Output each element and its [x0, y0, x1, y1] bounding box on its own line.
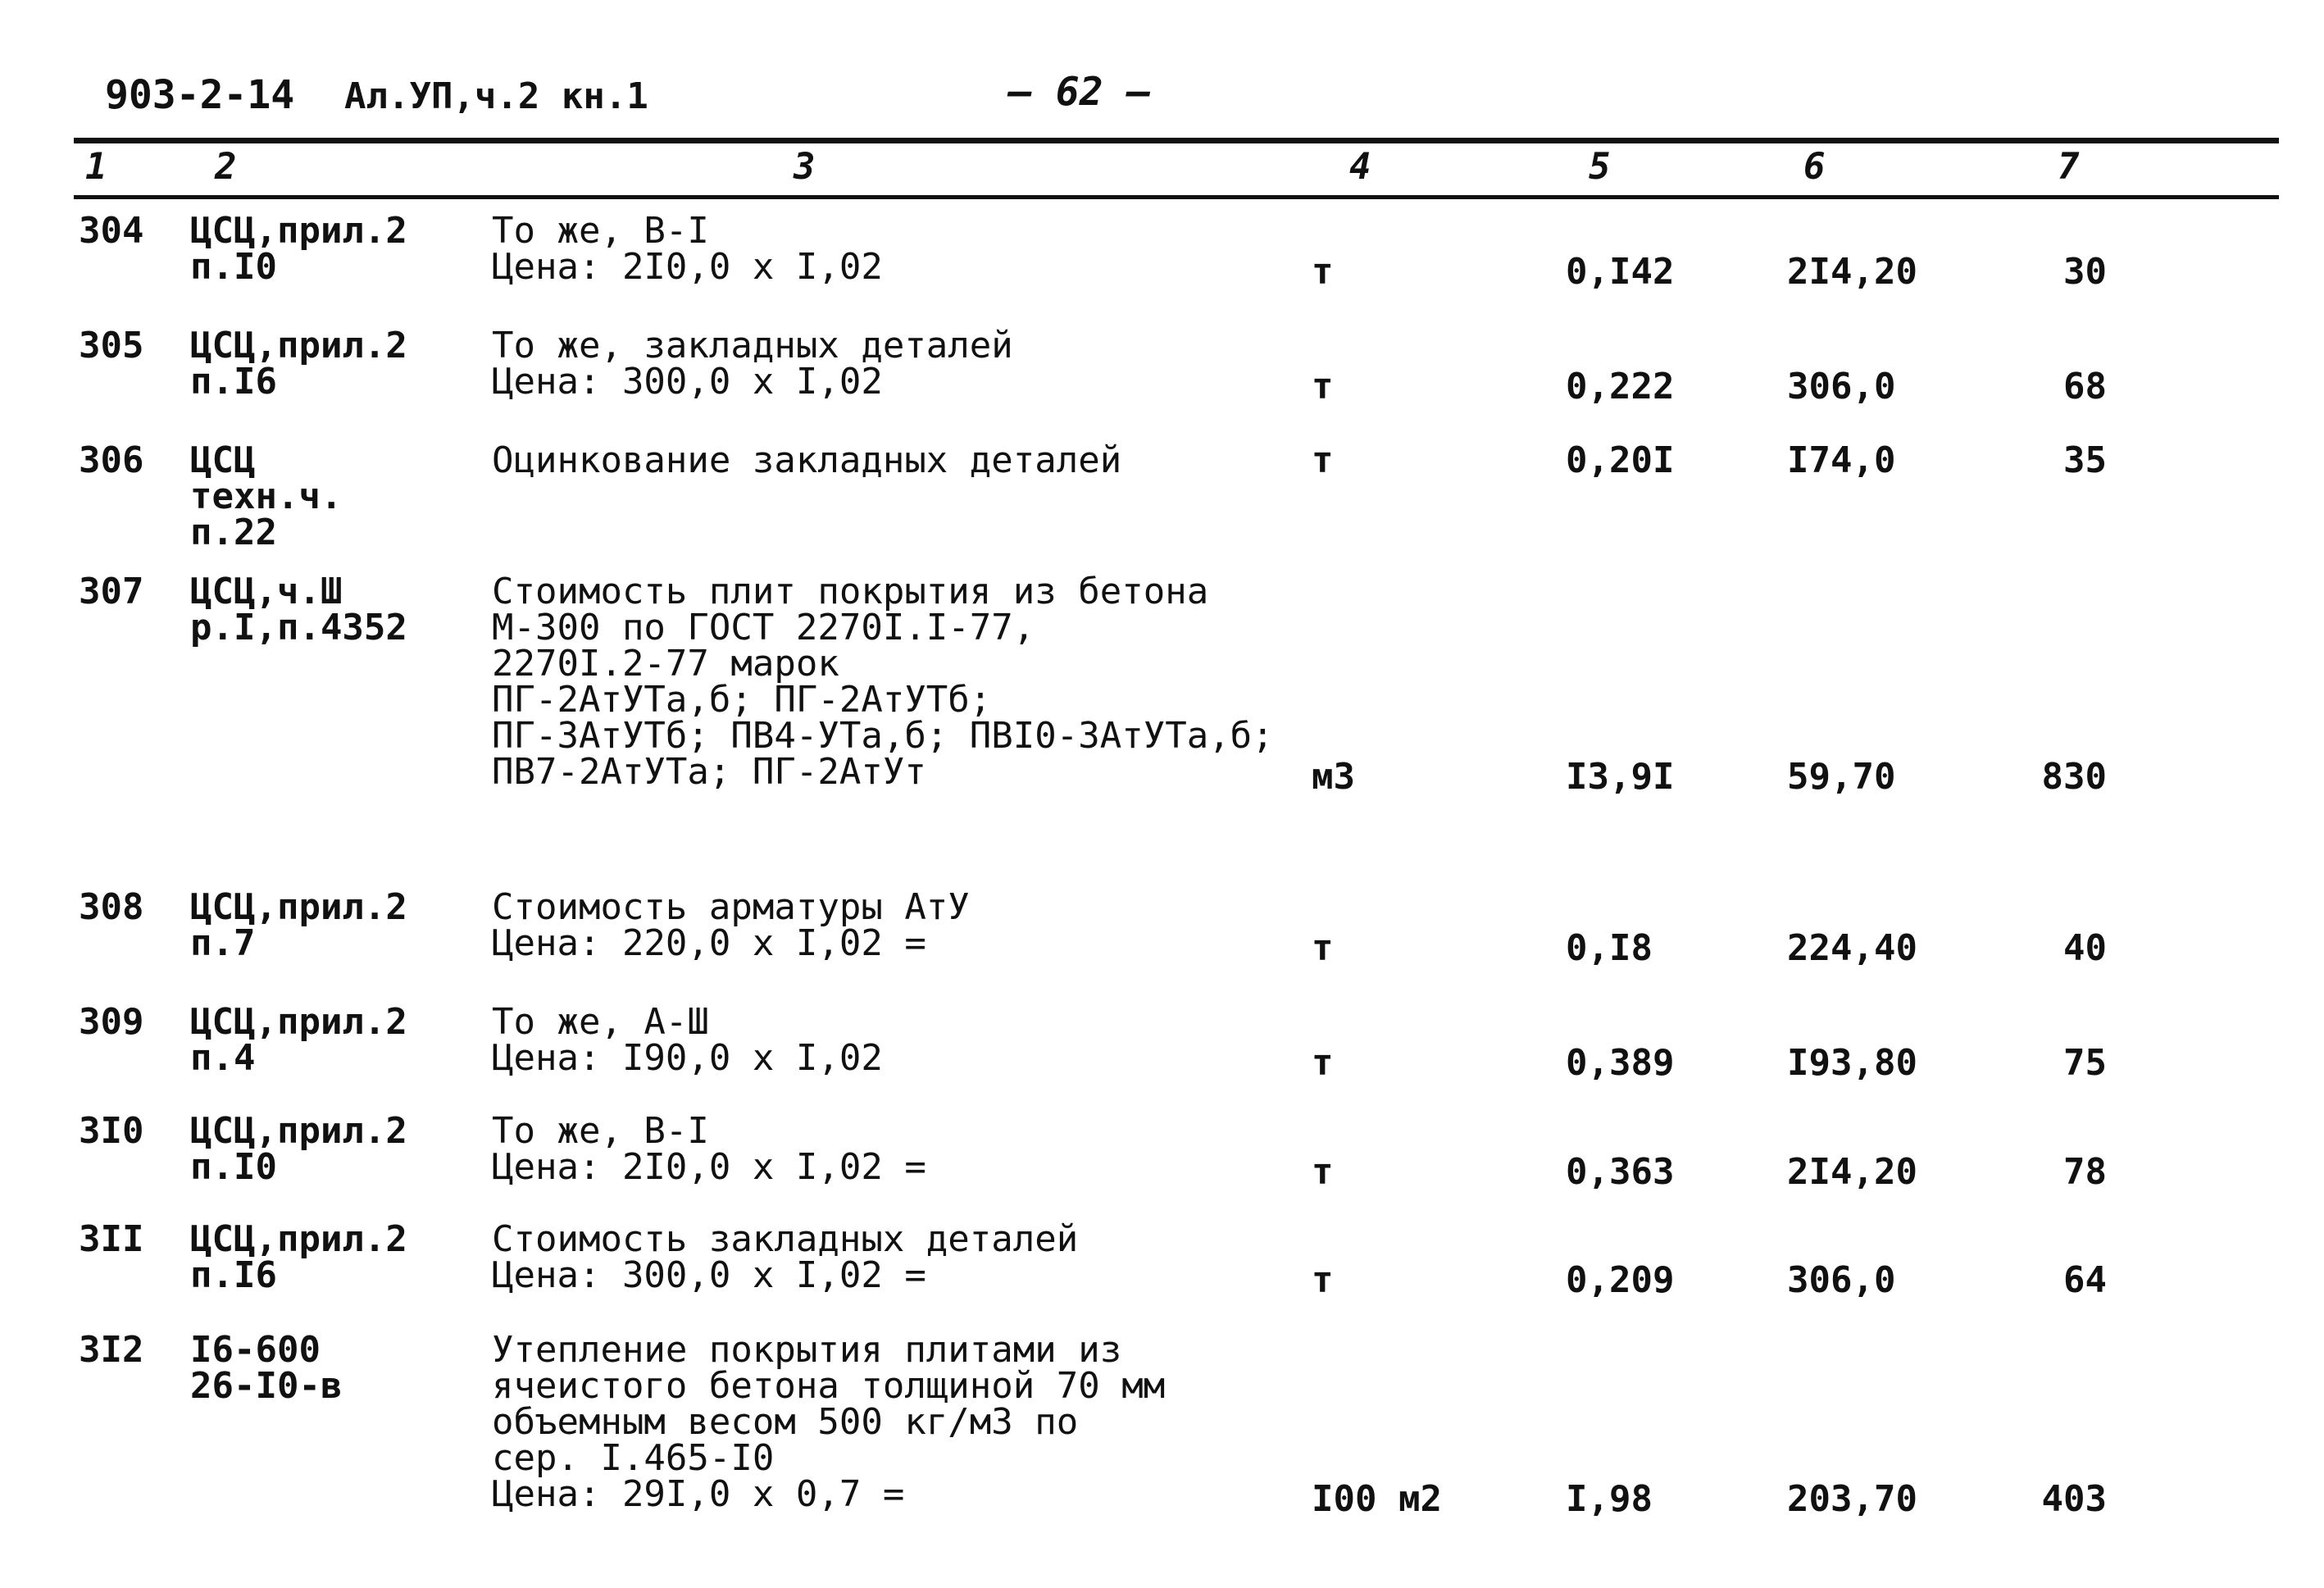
- unit-price: 224,40: [1787, 927, 1917, 969]
- unit-price: 203,70: [1787, 1478, 1917, 1520]
- work-description-line: объемным весом 500 кг/м3 по: [492, 1401, 1079, 1443]
- item-number: 3I0: [79, 1110, 144, 1152]
- quantity: 0,222: [1566, 366, 1675, 407]
- column-number-7: 7: [2058, 146, 2080, 188]
- work-description-line: Цена: 300,0 х I,02 =: [492, 1254, 926, 1296]
- column-number-2: 2: [215, 146, 237, 188]
- source-reference-line: ЦСЦ,прил.2: [190, 1110, 407, 1152]
- work-description: [492, 325, 1013, 403]
- work-description: [492, 1110, 926, 1188]
- unit-price: I93,80: [1787, 1042, 1917, 1084]
- work-description-line: Цена: 2I0,0 х I,02 =: [492, 1146, 926, 1188]
- unit-price: 59,70: [1787, 756, 1896, 798]
- total-cost: 64: [2063, 1259, 2107, 1301]
- unit-of-measure: т: [1312, 1042, 1334, 1084]
- work-description: [492, 1329, 1166, 1515]
- work-description-line: ПГ-3АтУТб; ПВ4-УТа,б; ПВI0-3АтУТа,б;: [492, 715, 1274, 757]
- source-reference-line: п.I0: [190, 1146, 277, 1188]
- work-description-line: Утепление покрытия плитами из: [492, 1329, 1122, 1371]
- column-number-row: [0, 146, 2324, 195]
- page-header: [0, 69, 2324, 138]
- work-description-line: 2270I.2-77 марок: [492, 643, 839, 685]
- work-description-line: То же, закладных деталей: [492, 325, 1013, 366]
- source-reference-line: п.7: [190, 922, 256, 964]
- unit-price: I74,0: [1787, 439, 1896, 481]
- page-number: — 62 —: [1008, 69, 1151, 115]
- work-description: [492, 210, 883, 288]
- unit-of-measure: I00 м2: [1312, 1478, 1442, 1520]
- work-description-line: Оцинкование закладных деталей: [492, 439, 1122, 481]
- source-reference-line: I6-600: [190, 1329, 321, 1371]
- work-description-line: сер. I.465-I0: [492, 1437, 775, 1479]
- item-number: 307: [79, 571, 144, 612]
- item-number: 309: [79, 1001, 144, 1043]
- work-description-line: То же, В-I: [492, 210, 709, 252]
- source-reference: [190, 325, 407, 403]
- quantity: 0,20I: [1566, 439, 1675, 481]
- total-cost: 30: [2063, 251, 2107, 293]
- work-description-line: То же, А-Ш: [492, 1001, 709, 1043]
- item-number: 3II: [79, 1218, 144, 1260]
- source-reference-line: ЦСЦ,прил.2: [190, 1218, 407, 1260]
- quantity: I,98: [1566, 1478, 1653, 1520]
- source-reference-line: 26-I0-в: [190, 1365, 343, 1407]
- column-number-1: 1: [85, 146, 107, 188]
- unit-of-measure: м3: [1312, 756, 1355, 798]
- source-reference: [190, 1001, 407, 1079]
- unit-of-measure: т: [1312, 439, 1334, 481]
- unit-of-measure: т: [1312, 1259, 1334, 1301]
- work-description-line: ПГ-2АтУТа,б; ПГ-2АтУТб;: [492, 679, 992, 721]
- source-reference-line: ЦСЦ,прил.2: [190, 886, 407, 928]
- total-cost: 403: [2041, 1478, 2107, 1520]
- quantity: 0,I8: [1566, 927, 1653, 969]
- item-number: 306: [79, 439, 144, 481]
- total-cost: 78: [2063, 1151, 2107, 1193]
- source-reference: [190, 1329, 343, 1407]
- unit-price: 306,0: [1787, 366, 1896, 407]
- source-reference-line: ЦСЦ,прил.2: [190, 325, 407, 366]
- total-cost: 830: [2041, 756, 2107, 798]
- source-reference-line: р.I,п.4352: [190, 607, 407, 648]
- unit-price: 2I4,20: [1787, 1151, 1917, 1193]
- unit-price: 306,0: [1787, 1259, 1896, 1301]
- source-reference-line: п.I6: [190, 1254, 277, 1296]
- quantity: 0,I42: [1566, 251, 1675, 293]
- work-description-line: М-300 по ГОСТ 2270I.I-77,: [492, 607, 1035, 648]
- source-reference-line: п.I0: [190, 246, 277, 288]
- work-description-line: Цена: 29I,0 х 0,7 =: [492, 1473, 905, 1515]
- item-number: 305: [79, 325, 144, 366]
- item-number: 308: [79, 886, 144, 928]
- source-reference-line: ЦСЦ: [190, 439, 256, 481]
- work-description-line: Цена: 220,0 х I,02 =: [492, 922, 926, 964]
- column-number-5: 5: [1589, 146, 1611, 188]
- source-reference: [190, 1110, 407, 1188]
- quantity: I3,9I: [1566, 756, 1675, 798]
- item-number: 304: [79, 210, 144, 252]
- quantity: 0,209: [1566, 1259, 1675, 1301]
- total-cost: 35: [2063, 439, 2107, 481]
- work-description-line: Цена: 2I0,0 х I,02: [492, 246, 883, 288]
- item-number: 3I2: [79, 1329, 144, 1371]
- source-reference-line: п.4: [190, 1037, 256, 1079]
- table-header-rule: [74, 195, 2279, 199]
- document-code: 903-2-14: [105, 72, 295, 118]
- source-reference-line: ЦСЦ,ч.Ш: [190, 571, 343, 612]
- work-description-line: Стоимость плит покрытия из бетона: [492, 571, 1209, 612]
- table-top-rule: [74, 138, 2279, 143]
- work-description-line: ПВ7-2АтУТа; ПГ-2АтУт: [492, 751, 926, 793]
- unit-price: 2I4,20: [1787, 251, 1917, 293]
- source-reference-line: п.I6: [190, 361, 277, 403]
- work-description: [492, 439, 1122, 481]
- quantity: 0,363: [1566, 1151, 1675, 1193]
- source-reference: [190, 439, 343, 553]
- unit-of-measure: т: [1312, 251, 1334, 293]
- source-reference-line: техн.ч.: [190, 475, 343, 517]
- source-reference: [190, 1218, 407, 1296]
- column-number-4: 4: [1349, 146, 1371, 188]
- work-description-line: Стоимость арматуры АтУ: [492, 886, 970, 928]
- work-description-line: То же, В-I: [492, 1110, 709, 1152]
- work-description-line: Цена: I90,0 х I,02: [492, 1037, 883, 1079]
- unit-of-measure: т: [1312, 927, 1334, 969]
- total-cost: 40: [2063, 927, 2107, 969]
- source-reference-line: п.22: [190, 512, 277, 553]
- unit-of-measure: т: [1312, 1151, 1334, 1193]
- source-reference-line: ЦСЦ,прил.2: [190, 1001, 407, 1043]
- column-number-3: 3: [794, 146, 816, 188]
- work-description-line: ячеистого бетона толщиной 70 мм: [492, 1365, 1166, 1407]
- work-description: [492, 571, 1274, 793]
- unit-of-measure: т: [1312, 366, 1334, 407]
- work-description-line: Цена: 300,0 х I,02: [492, 361, 883, 403]
- work-description: [492, 1218, 1079, 1296]
- source-reference: [190, 571, 407, 648]
- total-cost: 75: [2063, 1042, 2107, 1084]
- source-reference-line: ЦСЦ,прил.2: [190, 210, 407, 252]
- column-number-6: 6: [1803, 146, 1826, 188]
- source-reference: [190, 210, 407, 288]
- work-description: [492, 1001, 883, 1079]
- source-reference: [190, 886, 407, 964]
- work-description: [492, 886, 970, 964]
- work-description-line: Стоимость закладных деталей: [492, 1218, 1079, 1260]
- total-cost: 68: [2063, 366, 2107, 407]
- document-reference: Ал.УП,ч.2 кн.1: [344, 75, 648, 117]
- quantity: 0,389: [1566, 1042, 1675, 1084]
